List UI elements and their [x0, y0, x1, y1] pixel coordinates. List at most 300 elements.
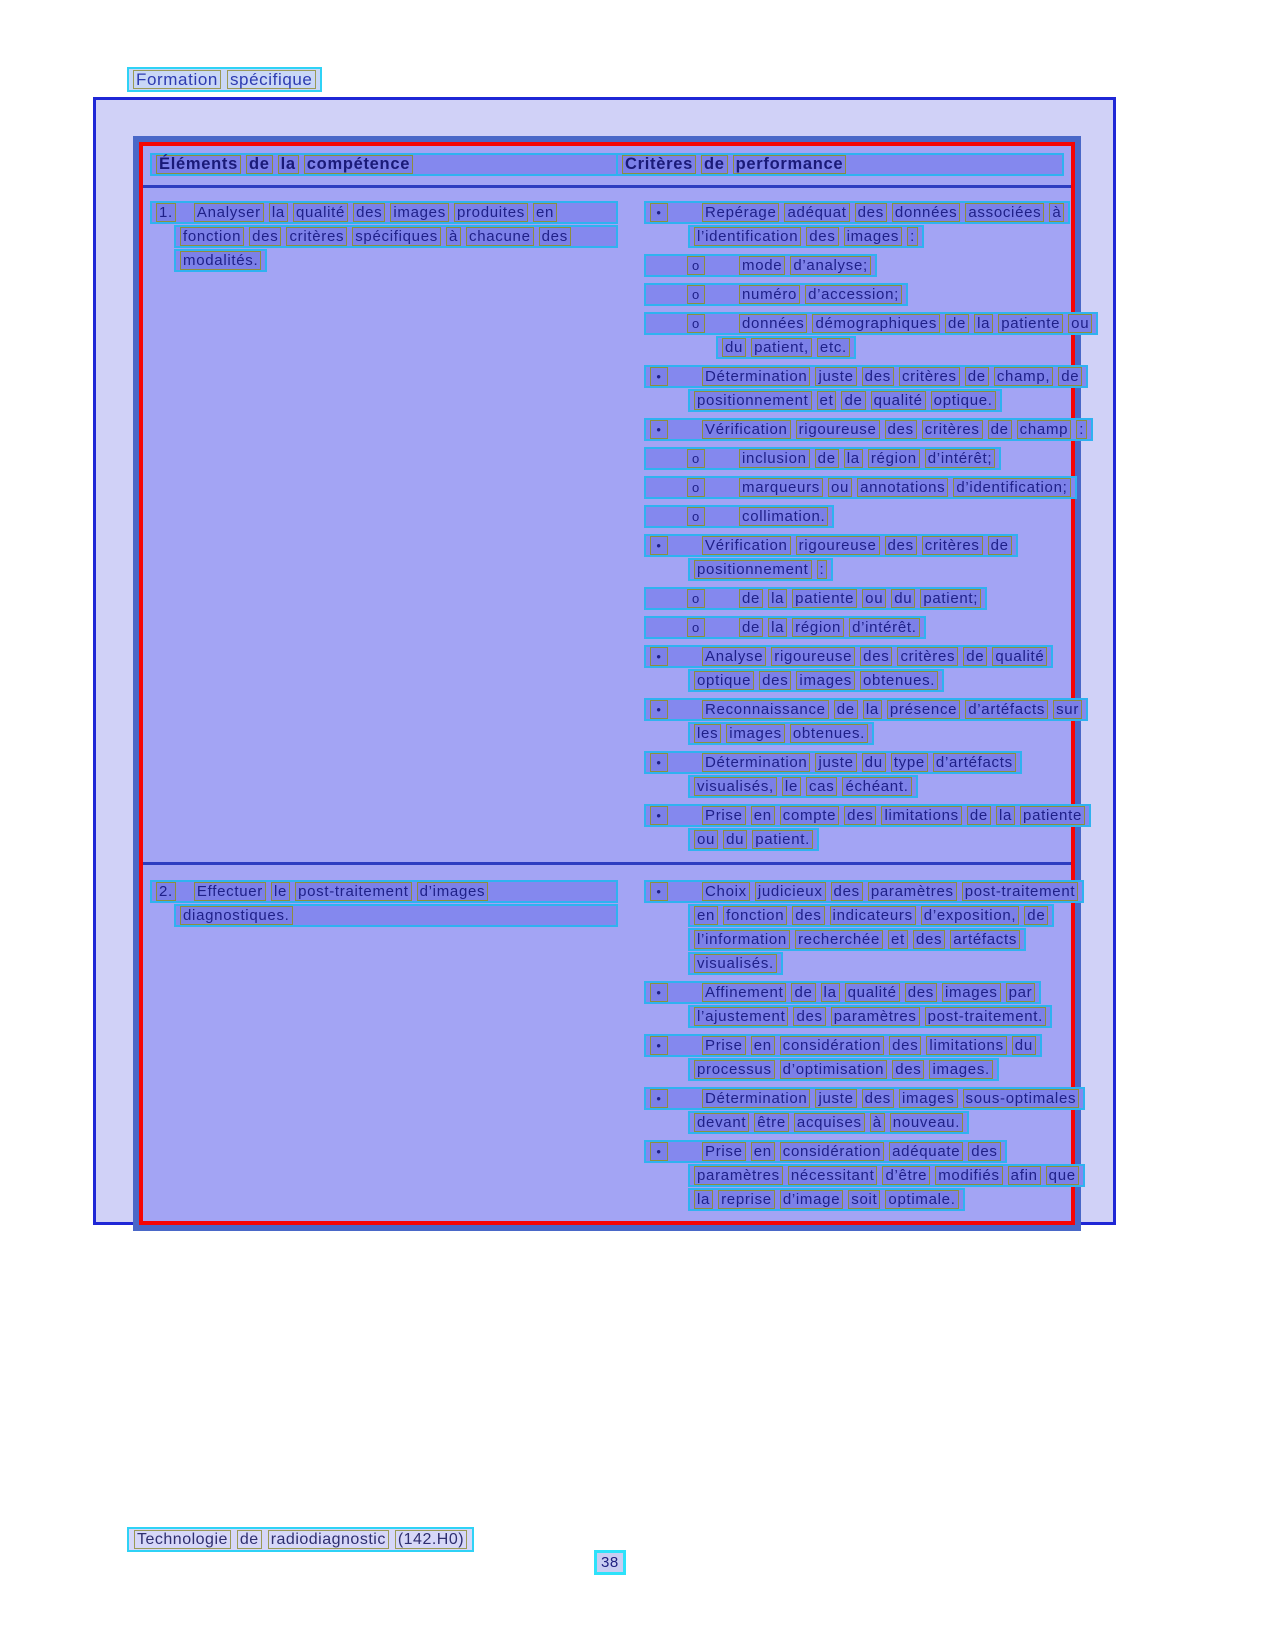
- text-line: [617, 927, 1063, 951]
- word: considération: [780, 1142, 884, 1161]
- word: paramètres: [694, 1166, 783, 1185]
- line-number: 2.: [156, 882, 176, 901]
- word: des: [793, 1007, 825, 1026]
- word: que: [1046, 1166, 1079, 1185]
- word: Prise: [702, 1142, 746, 1161]
- word: d’identification;: [953, 478, 1070, 497]
- line-highlight: [689, 953, 782, 974]
- bullet-marker: •: [650, 983, 668, 1002]
- word: compte: [780, 806, 839, 825]
- line-highlight: [645, 313, 1097, 334]
- word: d’intérêt.: [849, 618, 920, 637]
- word: la: [278, 155, 299, 174]
- line-highlight: [617, 154, 1063, 175]
- row-divider: [143, 862, 1071, 865]
- word: limitations: [881, 806, 961, 825]
- word: être: [754, 1113, 789, 1132]
- word: nouveau.: [890, 1113, 963, 1132]
- text-line: [617, 879, 1076, 903]
- text-line: [151, 200, 617, 224]
- text-line: [617, 311, 1090, 335]
- text-line: [617, 1057, 1063, 1081]
- word: inclusion: [739, 449, 810, 468]
- table-body: [151, 200, 1090, 1211]
- word: patient;: [920, 589, 981, 608]
- header-cell-criteria: [617, 152, 1063, 176]
- word: en: [694, 906, 718, 925]
- text-line: [617, 200, 1063, 224]
- bullet-marker: •: [650, 1089, 668, 1108]
- header-cell-elements: [151, 152, 617, 176]
- word: images: [390, 203, 449, 222]
- line-number: 1.: [156, 203, 176, 222]
- word: patiente: [792, 589, 857, 608]
- word: de: [988, 536, 1012, 555]
- line-highlight: [645, 805, 1090, 826]
- word: région: [792, 618, 844, 637]
- word: l’information: [694, 930, 790, 949]
- competence-table: [133, 136, 1090, 1231]
- text-line: [617, 903, 1063, 927]
- line-highlight: [645, 1141, 1006, 1162]
- word: des: [759, 671, 791, 690]
- bullet-marker: •: [650, 700, 668, 719]
- footer-word: de: [237, 1530, 262, 1549]
- word: juste: [815, 753, 856, 772]
- sub-bullet-marker: o: [687, 314, 705, 333]
- word: fonction: [723, 906, 787, 925]
- word: compétence: [304, 155, 413, 174]
- word: à: [446, 227, 461, 246]
- word: critères: [922, 420, 983, 439]
- word: Analyser: [194, 203, 264, 222]
- word: performance: [733, 155, 847, 174]
- bullet-marker: •: [650, 882, 668, 901]
- word: la: [694, 1190, 713, 1209]
- text-line: [617, 697, 1080, 721]
- bullet-marker: •: [650, 1142, 668, 1161]
- word: des: [892, 1060, 924, 1079]
- text-line: [617, 644, 1063, 668]
- line-highlight: [689, 559, 832, 580]
- header-line: [151, 152, 617, 176]
- word: en: [751, 806, 775, 825]
- word: devant: [694, 1113, 749, 1132]
- word: ou: [694, 830, 718, 849]
- line-highlight: [717, 337, 855, 358]
- word: nécessitant: [788, 1166, 878, 1185]
- bullet-marker: •: [650, 806, 668, 825]
- text-line: [617, 446, 1063, 470]
- word: à: [1049, 203, 1064, 222]
- word: d’accession;: [805, 285, 902, 304]
- word: ou: [862, 589, 886, 608]
- word: juste: [815, 367, 856, 386]
- text-line: [617, 1187, 1063, 1211]
- word: données: [739, 314, 807, 333]
- word: de: [791, 983, 815, 1002]
- word: optimale.: [885, 1190, 958, 1209]
- line-highlight: [645, 1035, 1041, 1056]
- line-highlight: [689, 905, 1053, 926]
- sub-bullet-marker: o: [687, 256, 705, 275]
- sub-bullet-marker: o: [687, 589, 705, 608]
- text-line: [617, 586, 1063, 610]
- word: des: [905, 983, 937, 1002]
- line-highlight: [645, 366, 1087, 387]
- sub-bullet-marker: o: [687, 507, 705, 526]
- word: :: [907, 227, 918, 246]
- line-highlight: [645, 284, 907, 305]
- word: processus: [694, 1060, 775, 1079]
- word: images: [796, 671, 855, 690]
- word: la: [821, 983, 840, 1002]
- word: images: [726, 724, 785, 743]
- word: de: [841, 391, 865, 410]
- bullet-marker: •: [650, 420, 668, 439]
- header-word: Formation: [133, 70, 221, 89]
- table-inner: [139, 142, 1090, 1225]
- text-line: [151, 879, 617, 903]
- word: obtenues.: [790, 724, 868, 743]
- word: spécifiques: [352, 227, 441, 246]
- word: d’optimisation: [780, 1060, 888, 1079]
- sub-bullet-marker: o: [687, 618, 705, 637]
- sub-bullet-marker: o: [687, 449, 705, 468]
- word: en: [751, 1142, 775, 1161]
- line-highlight: [151, 202, 617, 223]
- word: des: [792, 906, 824, 925]
- word: de: [988, 420, 1012, 439]
- word: Effectuer: [194, 882, 266, 901]
- word: d’intérêt;: [925, 449, 996, 468]
- word: démographiques: [812, 314, 940, 333]
- word: des: [249, 227, 281, 246]
- word: juste: [815, 1089, 856, 1108]
- word: patient,: [751, 338, 812, 357]
- word: Vérification: [702, 536, 791, 555]
- word: marqueurs: [739, 478, 823, 497]
- word: de: [1058, 367, 1082, 386]
- word: critères: [286, 227, 347, 246]
- word: de: [739, 589, 763, 608]
- word: optique: [694, 671, 754, 690]
- line-highlight: [689, 1165, 1084, 1186]
- table-header-row: [151, 152, 1063, 176]
- word: Détermination: [702, 367, 810, 386]
- word: paramètres: [868, 882, 957, 901]
- word: les: [694, 724, 721, 743]
- word: d’être: [882, 1166, 930, 1185]
- word: images: [844, 227, 903, 246]
- word: adéquat: [784, 203, 849, 222]
- word: Repérage: [702, 203, 779, 222]
- word: :: [817, 560, 828, 579]
- header-divider: [143, 185, 1071, 188]
- line-highlight: [645, 477, 1076, 498]
- bullet-marker: •: [650, 647, 668, 666]
- sub-bullet-marker: o: [687, 478, 705, 497]
- word: la: [844, 449, 863, 468]
- word: du: [862, 753, 886, 772]
- word: des: [968, 1142, 1000, 1161]
- word: en: [533, 203, 557, 222]
- word: de: [739, 618, 763, 637]
- line-highlight: [645, 419, 1092, 440]
- word: judicieux: [755, 882, 826, 901]
- text-line: [151, 903, 617, 927]
- word: numéro: [739, 285, 800, 304]
- word: :: [1076, 420, 1087, 439]
- word: indicateurs: [830, 906, 916, 925]
- word: annotations: [857, 478, 948, 497]
- text-line: [617, 774, 1063, 798]
- line-highlight: [175, 226, 617, 247]
- text-line: [617, 980, 1063, 1004]
- text-line: [617, 388, 1063, 412]
- text-line: [617, 224, 1063, 248]
- criteria-cell: [617, 200, 1090, 851]
- word: positionnement: [694, 560, 812, 579]
- line-highlight: [645, 881, 1083, 902]
- word: l’identification: [694, 227, 801, 246]
- text-line: [617, 417, 1085, 441]
- word: Prise: [702, 806, 746, 825]
- word: des: [885, 536, 917, 555]
- text-line: [617, 721, 1063, 745]
- text-line: [617, 1004, 1063, 1028]
- word: des: [885, 420, 917, 439]
- word: Analyse: [702, 647, 766, 666]
- line-highlight: [689, 1059, 998, 1080]
- word: considération: [780, 1036, 884, 1055]
- word: reprise: [718, 1190, 775, 1209]
- text-line: [617, 951, 1063, 975]
- word: la: [269, 203, 288, 222]
- word: de: [963, 647, 987, 666]
- word: de: [246, 155, 273, 174]
- word: obtenues.: [860, 671, 938, 690]
- word: des: [855, 203, 887, 222]
- word: des: [860, 647, 892, 666]
- bullet-marker: •: [650, 536, 668, 555]
- line-highlight: [175, 250, 266, 271]
- footer-program-label: [127, 1527, 474, 1552]
- word: afin: [1008, 1166, 1041, 1185]
- word: ou: [828, 478, 852, 497]
- word: des: [889, 1036, 921, 1055]
- bullet-marker: •: [650, 753, 668, 772]
- word: visualisés,: [694, 777, 777, 796]
- word: positionnement: [694, 391, 812, 410]
- word: modifiés: [935, 1166, 1002, 1185]
- word: modalités.: [180, 251, 261, 270]
- word: produites: [454, 203, 528, 222]
- word: Critères: [622, 155, 696, 174]
- word: du: [722, 338, 746, 357]
- word: de: [815, 449, 839, 468]
- text-line: [617, 1163, 1076, 1187]
- word: fonction: [180, 227, 244, 246]
- text-line: [617, 750, 1063, 774]
- word: patiente: [998, 314, 1063, 333]
- word: artéfacts: [950, 930, 1020, 949]
- bullet-marker: •: [650, 1036, 668, 1055]
- word: post-traitement: [295, 882, 412, 901]
- text-line: [617, 803, 1083, 827]
- word: de: [701, 155, 728, 174]
- word: critères: [897, 647, 958, 666]
- word: post-traitement: [962, 882, 1079, 901]
- word: des: [353, 203, 385, 222]
- word: la: [768, 618, 787, 637]
- line-highlight: [645, 982, 1040, 1003]
- word: collimation.: [739, 507, 828, 526]
- text-line: [617, 253, 1063, 277]
- text-line: [617, 668, 1063, 692]
- header-line: [617, 152, 1063, 176]
- line-highlight: [645, 588, 986, 609]
- text-line: [617, 1086, 1077, 1110]
- bullet-marker: •: [650, 203, 668, 222]
- word: de: [834, 700, 858, 719]
- word: etc.: [817, 338, 850, 357]
- text-line: [617, 1033, 1063, 1057]
- text-line: [617, 335, 1063, 359]
- word: soit: [848, 1190, 880, 1209]
- line-highlight: [689, 929, 1025, 950]
- line-highlight: [645, 448, 1000, 469]
- word: la: [974, 314, 993, 333]
- word: rigoureuse: [796, 420, 880, 439]
- word: échéant.: [842, 777, 911, 796]
- word: Prise: [702, 1036, 746, 1055]
- line-highlight: [689, 226, 923, 247]
- word: adéquate: [889, 1142, 963, 1161]
- word: du: [1012, 1036, 1036, 1055]
- bullet-marker: •: [650, 367, 668, 386]
- text-line: [617, 827, 1063, 851]
- page-number: 38: [594, 1550, 626, 1575]
- word: sur: [1053, 700, 1082, 719]
- line-highlight: [175, 905, 617, 926]
- word: associées: [965, 203, 1044, 222]
- word: ou: [1068, 314, 1092, 333]
- line-highlight: [151, 154, 617, 175]
- word: critères: [922, 536, 983, 555]
- header-word: spécifique: [227, 70, 316, 89]
- word: paramètres: [831, 1007, 920, 1026]
- line-highlight: [645, 535, 1017, 556]
- word: critères: [899, 367, 960, 386]
- word: des: [862, 1089, 894, 1108]
- line-highlight: [645, 1088, 1084, 1109]
- word: acquises: [794, 1113, 865, 1132]
- word: des: [831, 882, 863, 901]
- text-line: [151, 248, 617, 272]
- word: du: [891, 589, 915, 608]
- word: mode: [739, 256, 785, 275]
- word: de: [967, 806, 991, 825]
- word: rigoureuse: [771, 647, 855, 666]
- table-row: [151, 879, 1077, 1211]
- word: la: [863, 700, 882, 719]
- footer-word: (142.H0): [395, 1530, 467, 1549]
- word: optique.: [931, 391, 996, 410]
- line-highlight: [689, 1189, 964, 1210]
- line-highlight: [645, 202, 1069, 223]
- word: chacune: [466, 227, 534, 246]
- word: et: [888, 930, 908, 949]
- word: par: [1006, 983, 1036, 1002]
- word: rigoureuse: [796, 536, 880, 555]
- line-highlight: [689, 1112, 968, 1133]
- line-highlight: [689, 1006, 1051, 1027]
- line-highlight: [689, 723, 873, 744]
- line-highlight: [645, 699, 1087, 720]
- text-line: [617, 475, 1068, 499]
- word: à: [870, 1113, 885, 1132]
- word: post-traitement.: [925, 1007, 1046, 1026]
- word: Choix: [702, 882, 750, 901]
- word: l’ajustement: [694, 1007, 788, 1026]
- line-highlight: [645, 255, 876, 276]
- word: d’images: [417, 882, 489, 901]
- word: qualité: [293, 203, 348, 222]
- word: le: [271, 882, 290, 901]
- word: présence: [887, 700, 960, 719]
- text-line: [151, 224, 617, 248]
- word: images.: [929, 1060, 992, 1079]
- word: images: [942, 983, 1001, 1002]
- word: Détermination: [702, 753, 810, 772]
- text-line: [617, 1110, 1063, 1134]
- word: diagnostiques.: [180, 906, 293, 925]
- footer-word: radiodiagnostic: [268, 1530, 389, 1549]
- text-line: [617, 364, 1080, 388]
- word: des: [844, 806, 876, 825]
- word: de: [945, 314, 969, 333]
- word: de: [1024, 906, 1048, 925]
- word: qualité: [871, 391, 926, 410]
- text-line: [617, 504, 1063, 528]
- word: champ: [1017, 420, 1072, 439]
- word: d’analyse;: [790, 256, 871, 275]
- word: du: [723, 830, 747, 849]
- element-cell: [151, 879, 617, 1211]
- footer-word: Technologie: [134, 1530, 231, 1549]
- line-highlight: [645, 506, 833, 527]
- text-line: [617, 615, 1063, 639]
- word: images: [899, 1089, 958, 1108]
- word: Affinement: [702, 983, 786, 1002]
- line-highlight: [689, 829, 818, 850]
- word: de: [965, 367, 989, 386]
- word: Reconnaissance: [702, 700, 829, 719]
- word: d’artéfacts: [965, 700, 1048, 719]
- word: des: [862, 367, 894, 386]
- word: d’artéfacts: [933, 753, 1016, 772]
- word: patiente: [1020, 806, 1085, 825]
- word: sous-optimales: [963, 1089, 1080, 1108]
- line-highlight: [689, 670, 943, 691]
- text-line: [617, 282, 1063, 306]
- word: Vérification: [702, 420, 791, 439]
- word: Détermination: [702, 1089, 810, 1108]
- word: champ,: [994, 367, 1053, 386]
- criteria-cell: [617, 879, 1077, 1211]
- word: recherchée: [795, 930, 883, 949]
